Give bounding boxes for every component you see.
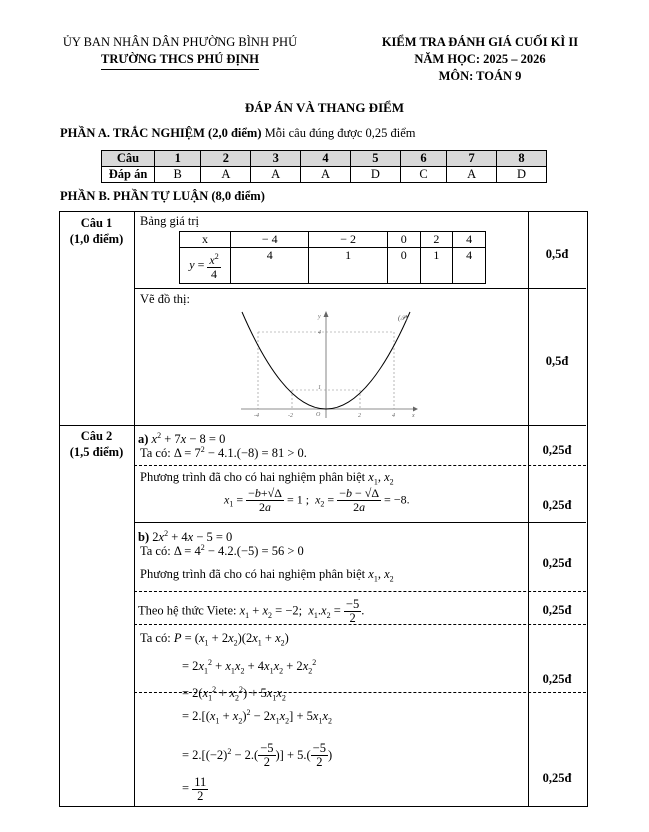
question-row (102, 151, 547, 167)
question-1-label-block (59, 215, 134, 247)
y-tick-label: 1 (318, 385, 321, 391)
part-2a-discriminant: Ta có: $\Delta = 7^2 - 4.1.(-8) = 81 > 0$. (140, 445, 307, 461)
curve-label: (𝒫) (398, 314, 408, 322)
header-left (40, 34, 320, 70)
y-value: 1 (309, 248, 387, 284)
origin-label: O (316, 412, 321, 418)
value-table (179, 231, 486, 284)
x-value: 4 (453, 232, 486, 248)
y-row (180, 248, 486, 284)
y-value: 0 (387, 248, 420, 284)
score-2b-expansion: 0,25đ (542, 672, 572, 686)
question-cell: 8 (497, 151, 547, 167)
part-2a-roots: $x_1$ = $\frac{-b+√\Delta}{2a}$ = 1 ; $x_2$ = $\frac{-b - √\Delta}{2a}$ = −8. (224, 486, 410, 514)
score-2b-result: 0,25đ (542, 771, 572, 785)
question-cell: 5 (350, 151, 400, 167)
dashed-divider (134, 591, 586, 592)
question-cell: 4 (301, 151, 351, 167)
x-row (180, 232, 486, 248)
part-2b-discriminant: Ta có: $\Delta = 4^2 - 4.2.(-5) = 56 > 0$ (140, 543, 304, 559)
question-header: Câu (102, 151, 155, 167)
school-year: NĂM HỌC: 2025 – 2026 (414, 52, 546, 66)
row-divider (528, 288, 586, 289)
school-name: TRƯỜNG THCS PHÚ ĐỊNH (101, 51, 259, 70)
question-cell: 7 (447, 151, 497, 167)
part-2a-statement: Phương trình đã cho có hai nghiệm phân biệt $x_1$, $x_2$ (140, 470, 394, 487)
y-value: 4 (453, 248, 486, 284)
y-axis-arrow-icon (324, 311, 329, 317)
x-label: x (180, 232, 231, 248)
part-2b-expansion: Ta có: $P = (x_1 + 2x_2)(2x_1 + x_2)$ = $2x_1^2 + x_1x_2 + 4x_1x_2 + 2x_2^2$ = $2(x_1^2 + x_2^2) + 5x_1x_2$ (140, 631, 317, 703)
draw-graph-label: Vẽ đồ thị: (140, 292, 190, 306)
x-tick-label: -4 (254, 413, 259, 419)
question-cell: 1 (155, 151, 201, 167)
answer-cell: B (155, 167, 201, 183)
dashed-divider (134, 465, 586, 466)
part-a-note: Mỗi câu đúng được 0,25 điểm (264, 126, 416, 140)
value-table-title: Bảng giá trị (140, 214, 200, 228)
x-tick-label: 4 (392, 413, 395, 419)
row-divider (134, 288, 528, 289)
answer-header: Đáp án (102, 167, 155, 183)
question-cell: 6 (400, 151, 446, 167)
score-q1-graph: 0,5đ (545, 354, 569, 368)
part-2b-evaluation: = $2.[(x_1 + x_2)^2 - 2x_1x_2] + 5x_1x_2$ = $2.[(-2)^2 - 2$.( $\frac{-5}{2}$ )] + 5.( $\frac{-5}{2}$ ) = $\frac{11}{2}$ (182, 708, 333, 804)
x-tick-label: -2 (288, 413, 293, 419)
exam-title: KIỂM TRA ĐÁNH GIÁ CUỐI KÌ II (381, 35, 579, 49)
part-2b-viete: Theo hệ thức Viete: $x_1 + x_2 = -2$; $x_1.x_2$ = $\frac{-5}{2}$ . (138, 597, 365, 625)
score-2b-viete: 0,25đ (542, 603, 572, 617)
question-1-label: Câu 1 (80, 216, 113, 230)
row-divider (134, 522, 586, 523)
score-2a-discriminant: 0,25đ (542, 443, 572, 457)
part-2a-equation: a) $x^2 + 7x - 8 = 0$ (138, 431, 226, 447)
answer-cell: D (350, 167, 400, 183)
question-cell: 2 (201, 151, 251, 167)
column-divider (134, 211, 135, 806)
score-2a-roots: 0,25đ (542, 498, 572, 512)
subject: MÔN: TOÁN 9 (438, 69, 522, 83)
x-value: − 2 (309, 232, 387, 248)
answer-cell: A (301, 167, 351, 183)
question-2-label-block (59, 428, 134, 460)
question-2-label: Câu 2 (80, 429, 113, 443)
answer-row (102, 167, 547, 183)
section-divider (59, 425, 586, 426)
page-title: ĐÁP ÁN VÀ THANG ĐIỂM (244, 100, 405, 115)
x-value: 2 (420, 232, 453, 248)
x-tick-label: 2 (358, 413, 361, 419)
score-2b-discriminant: 0,25đ (542, 556, 572, 570)
part-a-heading-line (60, 126, 416, 141)
x-axis-label: x (412, 413, 415, 419)
y-value: 4 (231, 248, 309, 284)
y-value: 1 (420, 248, 453, 284)
answer-cell: C (400, 167, 446, 183)
parabola-graph (238, 306, 420, 422)
answer-cell: A (251, 167, 301, 183)
answer-key-table (101, 150, 547, 183)
part-b-heading: PHẦN B. PHẦN TỰ LUẬN (8,0 điểm) (60, 189, 265, 203)
part-a-heading: PHẦN A. TRẮC NGHIỆM (2,0 điểm) (60, 126, 262, 140)
question-cell: 3 (251, 151, 301, 167)
score-q1-table: 0,5đ (545, 247, 569, 261)
x-value: − 4 (231, 232, 309, 248)
y-tick-label: 4 (318, 330, 321, 336)
part-2b-statement: Phương trình đã cho có hai nghiệm phân biệt $x_1$, $x_2$ (140, 567, 394, 584)
authority-name: ỦY BAN NHÂN DÂN PHƯỜNG BÌNH PHÚ (62, 35, 298, 49)
x-value: 0 (387, 232, 420, 248)
answer-cell: D (497, 167, 547, 183)
x-axis-arrow-icon (413, 407, 418, 412)
y-formula: y = $\frac{x^2}{4}$ (180, 248, 231, 284)
header-right (340, 34, 620, 85)
part-2b-equation: b) $2x^2 + 4x - 5 = 0$ (138, 529, 233, 545)
y-axis-label: y (318, 314, 321, 320)
answer-cell: A (201, 167, 251, 183)
question-2-points: (1,5 điểm) (69, 445, 124, 459)
answer-cell: A (447, 167, 497, 183)
question-1-points: (1,0 điểm) (69, 232, 124, 246)
